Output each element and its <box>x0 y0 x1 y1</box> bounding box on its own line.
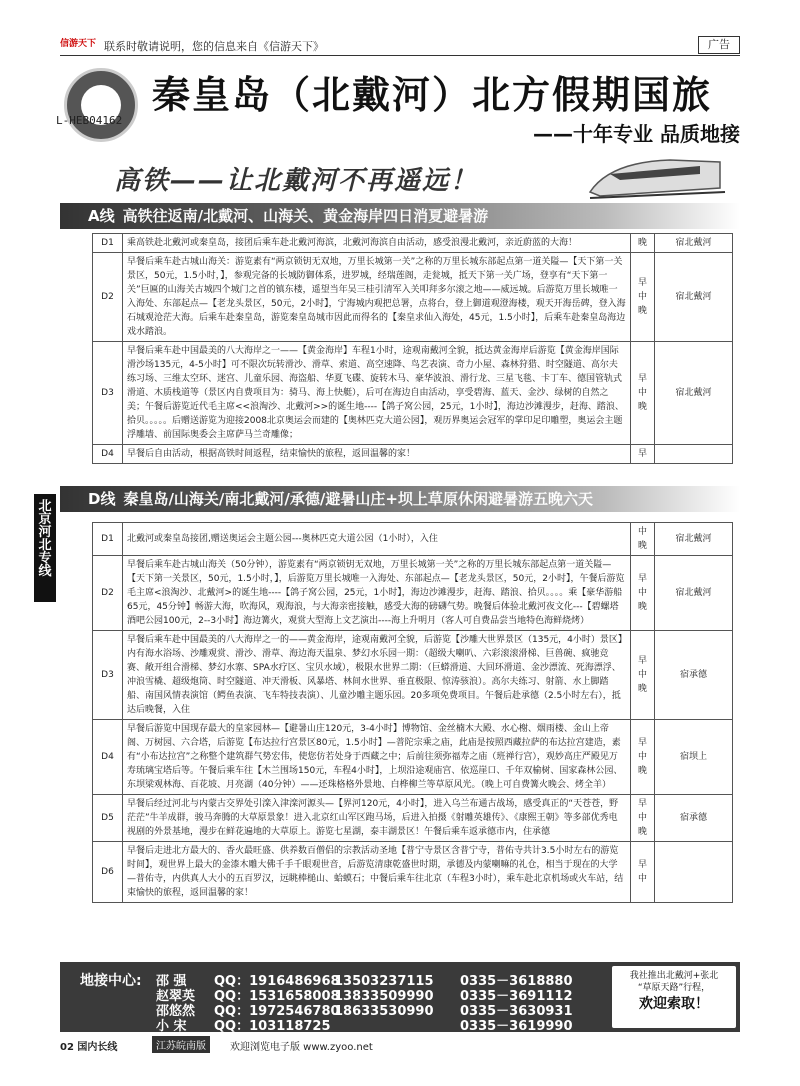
contact-tel: 0335－3618880 <box>460 974 573 989</box>
day-cell: D1 <box>93 523 123 556</box>
table-row <box>93 842 733 903</box>
promo-box <box>612 966 736 1028</box>
banner-text: 高铁——让北戴河不再遥远！ <box>114 166 479 196</box>
hotel-cell: 宿承德 <box>655 795 733 842</box>
top-bar <box>60 34 740 56</box>
hotel-cell: 宿北戴河 <box>655 253 733 342</box>
hotel-cell: 宿北戴河 <box>655 556 733 631</box>
meal-cell: 早中晚 <box>631 556 655 631</box>
day-cell: D3 <box>93 342 123 445</box>
meal-cell: 早中晚 <box>631 253 655 342</box>
table-row <box>93 253 733 342</box>
table-row <box>93 720 733 795</box>
table-row <box>93 342 733 445</box>
contact-name: 小 宋 <box>156 1019 187 1034</box>
desc-cell: 早餐后乘车赴古城山海关：游览素有“两京锁钥无双地，万里长城第一关”之称的万里长城东部起点第一道关隘—【天下第一关景区，50元，1.5小时，】，参观完备的长城防御体系，进罗城，经瑞莲阁，走瓮城，抵天下第一关广场，登享有“天下第一关”巨匾的山海关古城四个城门之首的镇东楼，遥望当年吴三桂引清军入关叩拜多尔滚之地——威远城。后游览万里长城唯一入海处、东部起点—【老龙头景区，50元，2小时】，宁海城内观把总署，点将台，登上御道观澄海楼，观天开海岳碑，登入海石城观沧茫大海。后乘车赴秦皇岛，游览秦皇岛城市因此而得名的【秦皇求仙入海处，45元，1.5小时】，后乘车赴秦皇岛海边戏水踏浪。 <box>123 253 631 342</box>
contact-name: 邵悠然 <box>156 1004 196 1019</box>
contact-label: 地接中心: <box>80 973 142 989</box>
highspeed-banner <box>60 156 740 204</box>
side-label: 北京河北专线 <box>34 494 56 602</box>
table-row <box>93 631 733 720</box>
source-note: 联系时敬请说明，您的信息来自《信游天下》 <box>104 40 324 53</box>
agency-title: 秦皇岛（北戴河）北方假期国旅 <box>152 73 713 117</box>
day-cell: D2 <box>93 253 123 342</box>
contact-name: 邵 强 <box>156 974 187 989</box>
meal-cell: 早中晚 <box>631 795 655 842</box>
agency-header <box>56 58 740 148</box>
brand-logo: 信游天下 <box>60 39 97 49</box>
table-row <box>93 795 733 842</box>
contact-name: 赵翠英 <box>156 989 196 1004</box>
contact-tel: 0335－3619990 <box>460 1019 573 1034</box>
desc-cell: 北戴河或秦皇岛接团,赠送奥运会主题公园---奥林匹克大道公园（1小时），入住 <box>123 523 631 556</box>
contact-tel: 0335－3630931 <box>460 1004 573 1019</box>
meal-cell: 早中晚 <box>631 631 655 720</box>
agency-slogan: ——十年专业 品质地接 <box>533 122 740 146</box>
hotel-cell: 宿北戴河 <box>655 523 733 556</box>
day-cell: D6 <box>93 842 123 903</box>
meal-cell: 早中晚 <box>631 342 655 445</box>
meal-cell: 早中 <box>631 842 655 903</box>
line-a-title: 高铁往返南/北戴河、山海关、黄金海岸四日消夏避暑游 <box>122 207 489 225</box>
desc-cell: 早餐后经过河北与内蒙古交界处引滦入津滦河源头—【界河120元，4小时】，进入乌兰布通古战场，感受真正的“天苍苍，野茫茫”牛羊成群，骏马奔腾的大草原景象！进入北京红山军区跑马场，后进入拍摄《射雕英雄传》、《康熙王朝》等多部优秀电视剧的外景基地，漫步在鲜花遍地的大草原上。游览七星湖，泰丰湖景区！午餐后乘车返承德市内，住承德 <box>123 795 631 842</box>
line-d-title: 秦皇岛/山海关/南北戴河/承德/避暑山庄+坝上草原休闲避暑游五晚六天 <box>123 490 593 508</box>
line-d-itinerary <box>92 522 733 903</box>
desc-cell: 早餐后游览中国现存最大的皇家园林—【避暑山庄120元，3-4小时】博物馆、金丝楠木大殿、水心榭、烟雨楼、金山上帝阁、万树园、六合塔，后游览【布达拉行宫景区80元，1.5小时】—普陀宗乘之庙，此庙是按照西藏拉萨的布达拉宫建造，素有“小布达拉宫”之称整个建筑群气势宏伟，使您仿若处身于西藏之中；后前往须弥福寿之庙（班禅行宫），观妙高庄严殿见万寿琉璃宝塔后等。午餐后乘车往【木兰围场150元，车程4小时】，上坝沿途观庙宫、依巡崖口、千年双榆树、国家森林公园、东坝梁观林海、百花坡、月亮湖（40分钟）——还珠格格外景地、白桦柳兰等草原风光。（晚上可自费篝火晚会、烤全羊） <box>123 720 631 795</box>
day-cell: D1 <box>93 234 123 253</box>
desc-cell: 早餐后乘车赴中国最美的八大海岸之一——【黄金海岸】车程1小时，途观南戴河全貌，抵达黄金海岸后游览【黄金海岸国际滑沙场135元，4-5小时】可不限次玩转滑沙、滑草、索道、高空速降、鸟艺表演、奇力小屋、森林狩猎、时空隧道、高尔夫练习场、三维太空环、迷宫、儿童乐园、海盗船、华夏飞碟、旋转木马、豪华波浪、滑行龙、三星飞毯、卡丁车、德国管轨式滑道、木质栈道等（景区内自费项目为：骑马、海上快艇），后可在海边自由活动，享受碧海、蓝天、金沙、绿树的自然之美；午餐后游览近代毛主席<<浪淘沙、北戴河>>的诞生地----【鸽子窝公园，25元，1小时】，海边沙滩漫步，赶海、踏浪、拾贝。。。。。后赠送游览为迎接2008北京奥运会而建的【奥林匹克大道公园】，观历界奥运会冠军的掌印足印雕塑，奥运会主题浮雕墙、前国际奥委会主席萨马兰奇雕像； <box>123 342 631 445</box>
desc-cell: 乘高铁赴北戴河或秦皇岛，接团后乘车赴北戴河海滨，北戴河海滨自由活动，感受浪漫北戴河，亲近蔚蓝的大海！ <box>123 234 631 253</box>
line-d-code: D线 <box>88 490 116 508</box>
table-row <box>93 556 733 631</box>
desc-cell: 早餐后乘车赴古城山海关（50分钟），游览素有“两京锁钥无双地，万里长城第一关”之称的万里长城东部起点第一道关隘—【天下第一关景区，50元，1.5小时，】，后游览万里长城唯一入海处、东部起点—【老龙头景区，50元，2小时】，午餐后游览毛主席<浪淘沙、北戴河>的诞生地----【鸽子窝公园，25元，1小时】，海边沙滩漫步，赶海、踏浪、拾贝。。。。乘【豪华游船65元，45分钟】畅游大海，吹海风，观海浪，与大海亲密接触，感受大海的磅礴气势。晚餐后体验北戴河夜文化---【碧螺塔酒吧公园100元，2--3小时】海边篝火，观赏大型海上文艺演出----海上升明月（客人可自费品尝当地特色海鲜烧烤） <box>123 556 631 631</box>
licence-number: L-HEB04162 <box>56 114 123 127</box>
meal-cell: 早 <box>631 445 655 464</box>
desc-cell: 早餐后乘车赴中国最美的八大海岸之一的——黄金海岸，途观南戴河全貌，后游览【沙雕大世界景区（135元，4小时）景区】内有海水浴场、沙雕观赏、滑沙、滑草、海边海天温泉、梦幻水乐园一期：（超级大喇叭、六彩滚滚滑梯、巨兽碗、疯驰竞赛、敞开组合滑梯、梦幻水寨、SPA水疗区、宝贝水域），极限水世界二期：（巨蟒滑道、大回环滑道、金沙漂流、死海漂浮、冲浪雪橇、超级炮筒、时空隧道、冲天滑板、风暴塔、林间水世界、垂直极限、惊涛骇浪）。高尔夫练习、射箭、水上脚踏船、南国风情表演馆（鳄鱼表演、飞车特技表演）、儿童沙雕主题乐园。20多项免费项目。午餐后赴承德（2.5小时左右），抵达后晚餐，入住 <box>123 631 631 720</box>
line-d-header <box>60 486 740 512</box>
hotel-cell <box>655 842 733 903</box>
day-cell: D5 <box>93 795 123 842</box>
contact-qq: QQ：1531658008 <box>214 989 340 1004</box>
contact-qq: QQ：1972546780 <box>214 1004 340 1019</box>
table-row <box>93 523 733 556</box>
site-link[interactable]: 欢迎浏览电子版 www.zyoo.net <box>230 1042 373 1053</box>
meal-cell: 早中晚 <box>631 720 655 795</box>
hotel-cell <box>655 445 733 464</box>
contact-mobile: 13503237115 <box>334 974 434 989</box>
day-cell: D4 <box>93 445 123 464</box>
page-number: 02 国内长线 <box>60 1042 118 1053</box>
agency-logo-icon <box>64 68 138 142</box>
ad-tag: 广告 <box>698 36 740 54</box>
day-cell: D2 <box>93 556 123 631</box>
hotel-cell: 宿北戴河 <box>655 342 733 445</box>
contact-mobile: 13833509990 <box>334 989 434 1004</box>
contact-qq: QQ：1916486968 <box>214 974 340 989</box>
hotel-cell: 宿北戴河 <box>655 234 733 253</box>
contact-panel <box>60 962 740 1032</box>
line-a-header <box>60 203 740 229</box>
promo-call: 欢迎索取！ <box>639 996 709 1012</box>
table-row <box>93 234 733 253</box>
hotel-cell: 宿承德 <box>655 631 733 720</box>
train-icon <box>580 152 730 204</box>
promo-line-2: “草原天路”行程， <box>637 983 711 993</box>
desc-cell: 早餐后自由活动，根据高铁时间返程，结束愉快的旅程，返回温馨的家！ <box>123 445 631 464</box>
day-cell: D4 <box>93 720 123 795</box>
meal-cell: 晚 <box>631 234 655 253</box>
contact-row <box>156 1015 580 1034</box>
meal-cell: 中晚 <box>631 523 655 556</box>
desc-cell: 早餐后走进北方最大的、香火最旺盛、供养数百僧侣的宗教活动圣地【普宁寺景区含普宁寺，普佑寺共计3.5小时左右的游览时间】，观世界上最大的金漆木雕大佛千手千眼观世音，后游览清康乾盛世时期，承德及内蒙喇嘛的礼仓，相当于现在的大学—普佑寺，内供真人大小的五百罗汉，远眺棒槌山、蛤蟆石；中餐后乘车往北京（车程3小时），乘车赴北京机场或火车站，结束愉快的旅程，返回温馨的家！ <box>123 842 631 903</box>
line-a-code: A线 <box>88 207 115 225</box>
contact-qq: QQ：103118725 <box>214 1019 331 1034</box>
page-footer <box>60 1036 740 1054</box>
edition-badge: 江苏皖南版 <box>152 1036 210 1053</box>
contact-tel: 0335－3691112 <box>460 989 573 1004</box>
table-row <box>93 445 733 464</box>
line-a-itinerary <box>92 233 733 464</box>
promo-line-1: 我社推出北戴河+张北 <box>629 971 719 981</box>
contact-mobile: 18633530990 <box>334 1004 434 1019</box>
hotel-cell: 宿坝上 <box>655 720 733 795</box>
day-cell: D3 <box>93 631 123 720</box>
